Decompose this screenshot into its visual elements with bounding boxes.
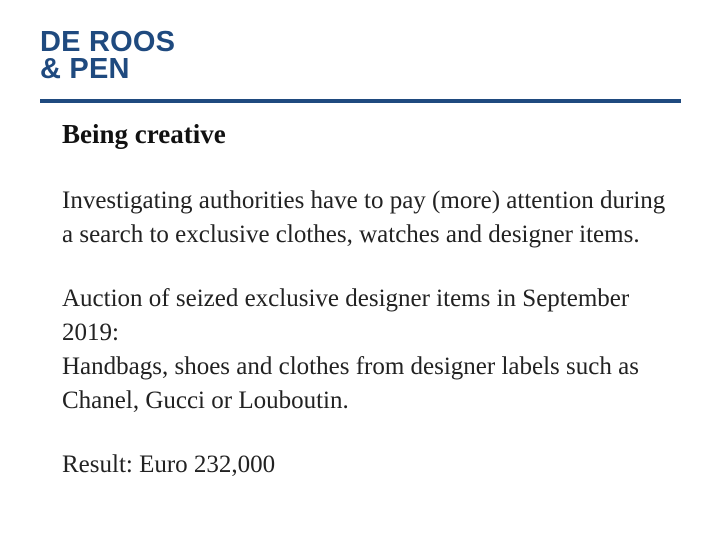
slide-content — [62, 118, 682, 482]
auction-intro: Auction of seized exclusive designer items in September 2019: — [62, 285, 630, 346]
paragraph-authorities: Investigating authorities have to pay (more) attention during a search to exclusive clothes, watches and designer items. — [62, 187, 666, 248]
logo-line-1: DE ROOS — [40, 26, 176, 58]
header-divider — [40, 99, 681, 103]
auction-details: Handbags, shoes and clothes from designer labels such as Chanel, Gucci or Louboutin. — [62, 353, 639, 414]
company-logo — [40, 26, 176, 85]
slide-heading: Being creative — [62, 119, 226, 149]
result-text: Result: Euro 232,000 — [62, 451, 276, 478]
paragraph-auction — [62, 282, 682, 418]
logo-line-2: & PEN — [40, 53, 130, 85]
